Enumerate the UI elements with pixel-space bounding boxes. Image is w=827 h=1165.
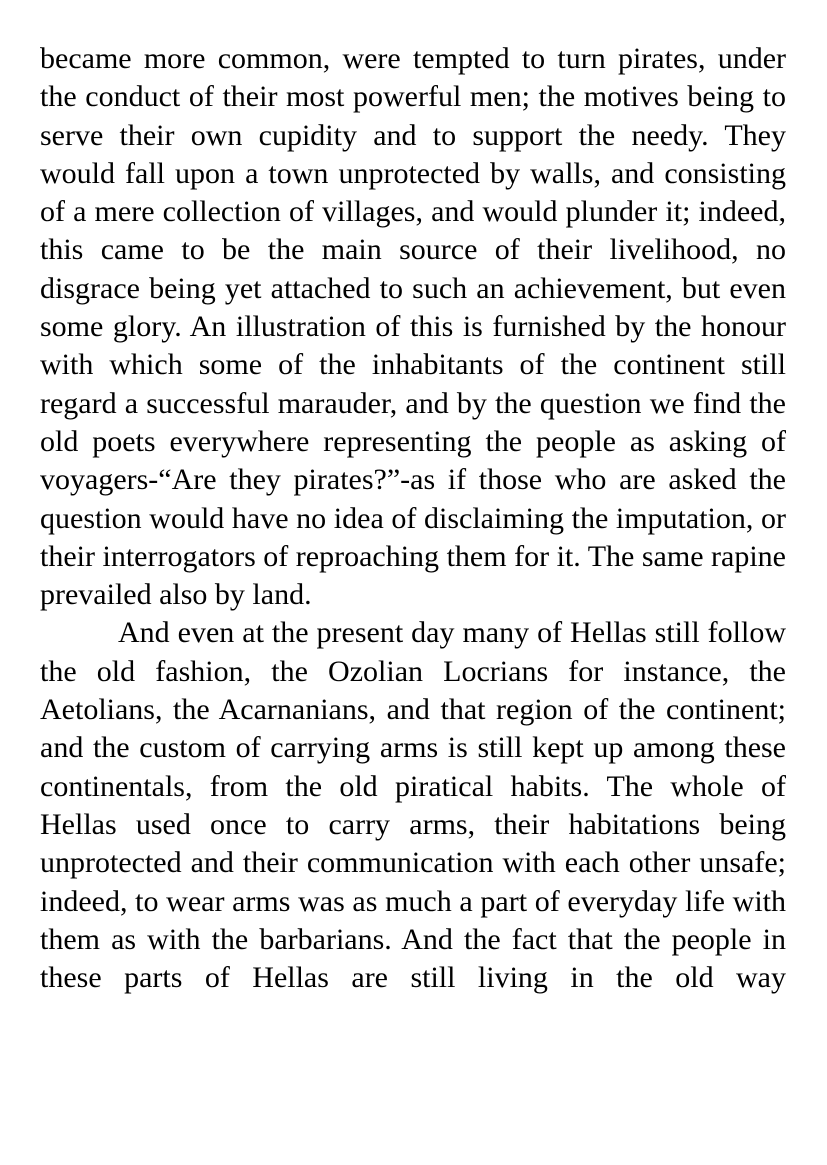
paragraph-carrying-arms: And even at the present day many of Hellas still follow the old fashion, the Ozolian Locrians for instance, the Aetolians, the Acarnanians, and that region of the continent; and the custom of carrying arms is still kept up among these continentals, from the old piratical habits. The whole of Hellas used once to carry arms, their habitations being unprotected and their communication with each other unsafe; indeed, to wear arms was as much a part of everyday life with them as with the barbarians. And the fact that the people in these parts of Hellas are still living in the old way [40,616,786,995]
paragraph-piracy: became more common, were tempted to turn pirates, under the conduct of their most powerful men; the motives being to serve their own cupidity and to support the needy. They would fall upon a town unprotected by walls, and consisting of a mere collection of villages, and would plunder it; indeed, this came to be the main source of their livelihood, no disgrace being yet attached to such an achievement, but even some glory. An illustration of this is furnished by the honour with which some of the inhabitants of the continent still regard a successful marauder, and by the question we find the old poets everywhere representing the people as asking of voyagers-“Are they pirates?”-as if those who are asked the question would have no idea of disclaiming the imputation, or their interrogators of reproaching them for it. The same rapine prevailed also by land. [40,42,786,612]
document-page [40,40,786,997]
